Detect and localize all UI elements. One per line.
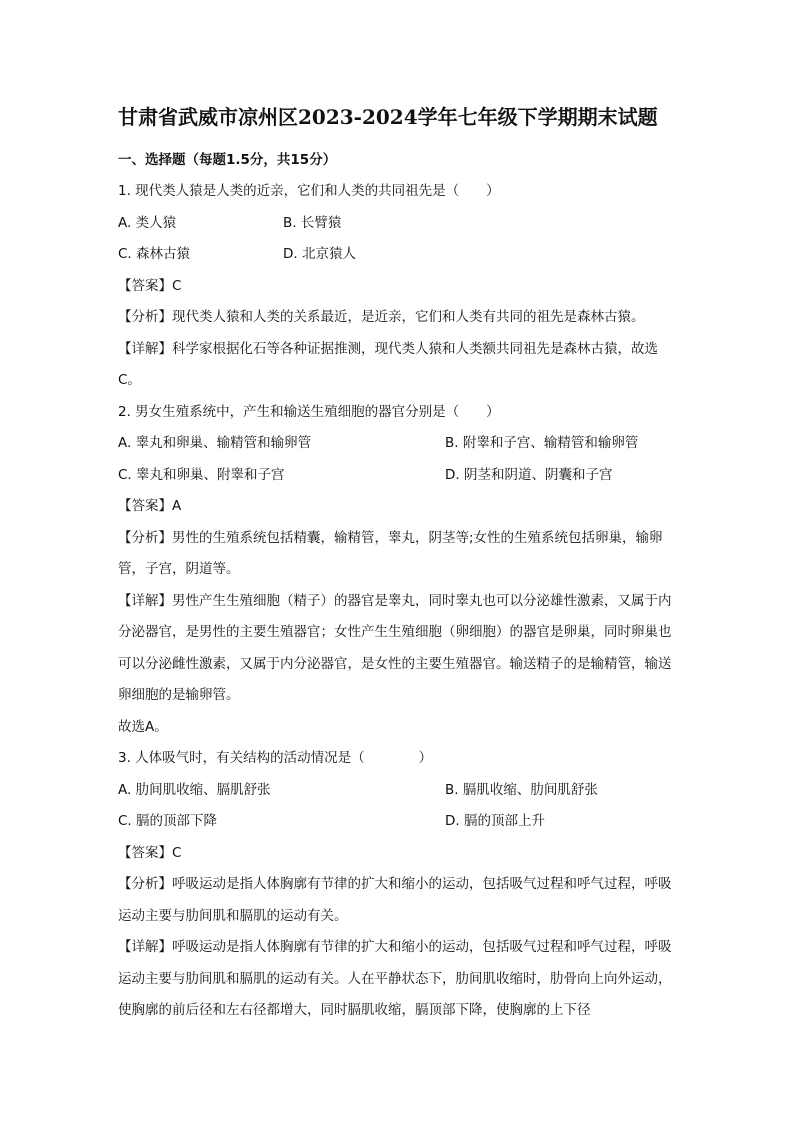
option-a: A. 肋间肌收缩、膈肌舒张 xyxy=(118,781,271,798)
options-row xyxy=(118,239,678,271)
option-c: C. 膈的顶部下降 xyxy=(118,813,218,829)
option-b: B. 附睾和子宫、输精管和输卵管 xyxy=(445,435,639,451)
answer: 【答案】C xyxy=(118,844,182,861)
detail: 【详解】呼吸运动是指人体胸廓有节律的扩大和缩小的运动，包括吸气过程和呼气过程，呼吸运动主要与肋间肌和膈肌的运动有关。人在平静状态下，肋间肌收缩时，肋骨向上向外运动，使胸廓的前后径和左右径都增大，同时膈肌收缩，膈顶部下降，使胸廓的上下径 xyxy=(118,939,672,1018)
options-row xyxy=(118,806,678,838)
detail: 【详解】男性产生生殖细胞（精子）的器官是睾丸，同时睾丸也可以分泌雄性激素，又属于内分泌器官，是男性的主要生殖器官；女性产生生殖细胞（卵细胞）的器官是卵巢，同时卵巢也可以分泌雌性激素，又属于内分泌器官，是女性的主要生殖器官。输送精子的是输精管，输送卵细胞的是输卵管。 xyxy=(118,592,672,703)
analysis: 【分析】现代类人猿和人类的关系最近，是近亲，它们和人类有共同的祖先是森林古猿。 xyxy=(118,309,645,325)
option-c: C. 睾丸和卵巢、附睾和子宫 xyxy=(118,466,285,483)
detail: 【详解】科学家根据化石等各种证据推测，现代类人猿和人类额共同祖先是森林古猿，故选C。 xyxy=(118,340,658,388)
options-row xyxy=(118,460,678,492)
options-row xyxy=(118,428,678,460)
question-stem: 2. 男女生殖系统中，产生和输送生殖细胞的器官分别是（ ） xyxy=(118,403,500,420)
option-b: B. 长臂猿 xyxy=(283,214,342,231)
question-stem: 1. 现代类人猿是人类的近亲，它们和人类的共同祖先是（ ） xyxy=(118,183,500,199)
option-d: D. 膈的顶部上升 xyxy=(445,813,545,829)
exam-page xyxy=(118,100,678,1027)
option-d: D. 北京猿人 xyxy=(283,246,356,262)
analysis: 【分析】呼吸运动是指人体胸廓有节律的扩大和缩小的运动，包括吸气过程和呼气过程，呼吸运动主要与肋间肌和膈肌的运动有关。 xyxy=(118,876,672,924)
option-d: D. 阴茎和阴道、阴囊和子宫 xyxy=(445,466,613,483)
options-row xyxy=(118,775,678,807)
section-heading: 一、选择题（每题1.5分，共15分） xyxy=(118,152,337,168)
question-3 xyxy=(118,743,678,1027)
option-a: A. 睾丸和卵巢、输精管和输卵管 xyxy=(118,435,312,451)
conclusion: 故选A。 xyxy=(118,718,168,735)
answer: 【答案】A xyxy=(118,498,182,514)
option-b: B. 膈肌收缩、肋间肌舒张 xyxy=(445,781,598,798)
question-1 xyxy=(118,176,678,397)
exam-title: 甘肃省武威市凉州区2023-2024学年七年级下学期期末试题 xyxy=(118,105,658,129)
question-2 xyxy=(118,397,678,744)
question-stem: 3. 人体吸气时，有关结构的活动情况是（ ） xyxy=(118,750,433,766)
option-c: C. 森林古猿 xyxy=(118,246,191,262)
analysis: 【分析】男性的生殖系统包括精囊，输精管，睾丸，阴茎等;女性的生殖系统包括卵巢，输卵管，子宫，阴道等。 xyxy=(118,529,663,577)
option-a: A. 类人猿 xyxy=(118,214,177,231)
answer: 【答案】C xyxy=(118,277,182,294)
options-row xyxy=(118,208,678,240)
